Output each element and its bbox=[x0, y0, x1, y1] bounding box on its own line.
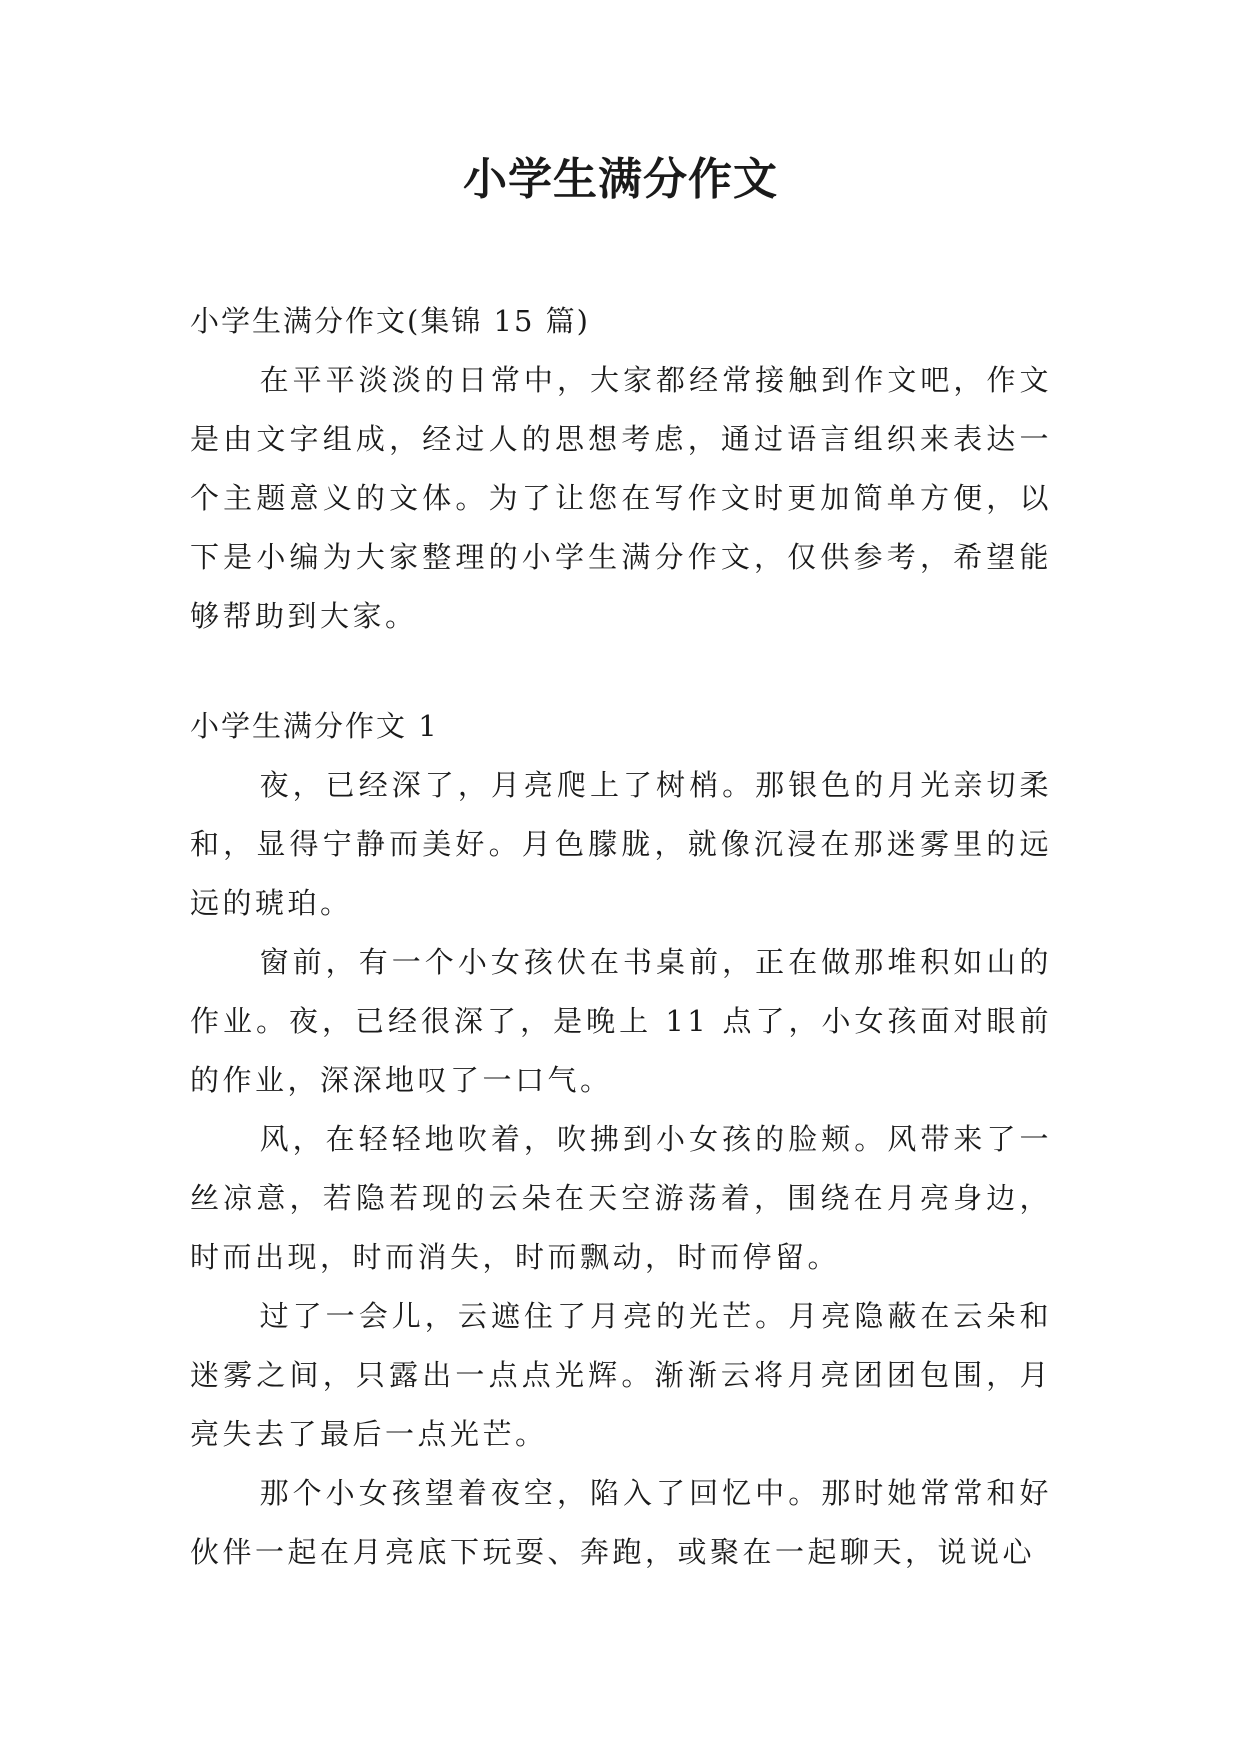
document-title: 小学生满分作文 bbox=[463, 154, 778, 205]
essay-1-heading: 小学生满分作文 1 bbox=[190, 709, 439, 743]
intro-heading: 小学生满分作文(集锦 15 篇) bbox=[190, 304, 590, 338]
intro-paragraph: 在平平淡淡的日常中，大家都经常接触到作文吧，作文是由文字组成，经过人的思想考虑，通过语言组织来表达一个主题意义的文体。为了让您在写作文时更加简单方便，以下是小编为大家整理的小学生满分作文，仅供参考，希望能够帮助到大家。 bbox=[190, 363, 1052, 633]
intro-section bbox=[190, 292, 1052, 646]
essay-paragraph: 风，在轻轻地吹着，吹拂到小女孩的脸颊。风带来了一丝凉意，若隐若现的云朵在天空游荡着，围绕在月亮身边，时而出现，时而消失，时而飘动，时而停留。 bbox=[190, 1122, 1052, 1274]
essay-1-section bbox=[190, 697, 1052, 1582]
essay-paragraph: 夜，已经深了，月亮爬上了树梢。那银色的月光亲切柔和，显得宁静而美好。月色朦胧，就像沉浸在那迷雾里的远远的琥珀。 bbox=[190, 768, 1052, 920]
essay-paragraph: 那个小女孩望着夜空，陷入了回忆中。那时她常常和好伙伴一起在月亮底下玩耍、奔跑，或聚在一起聊天，说说心 bbox=[190, 1476, 1052, 1569]
essay-paragraph: 窗前，有一个小女孩伏在书桌前，正在做那堆积如山的作业。夜，已经很深了，是晚上 11 点了，小女孩面对眼前的作业，深深地叹了一口气。 bbox=[190, 945, 1052, 1097]
essay-paragraph: 过了一会儿，云遮住了月亮的光芒。月亮隐蔽在云朵和迷雾之间，只露出一点点光辉。渐渐云将月亮团团包围，月亮失去了最后一点光芒。 bbox=[190, 1299, 1052, 1451]
